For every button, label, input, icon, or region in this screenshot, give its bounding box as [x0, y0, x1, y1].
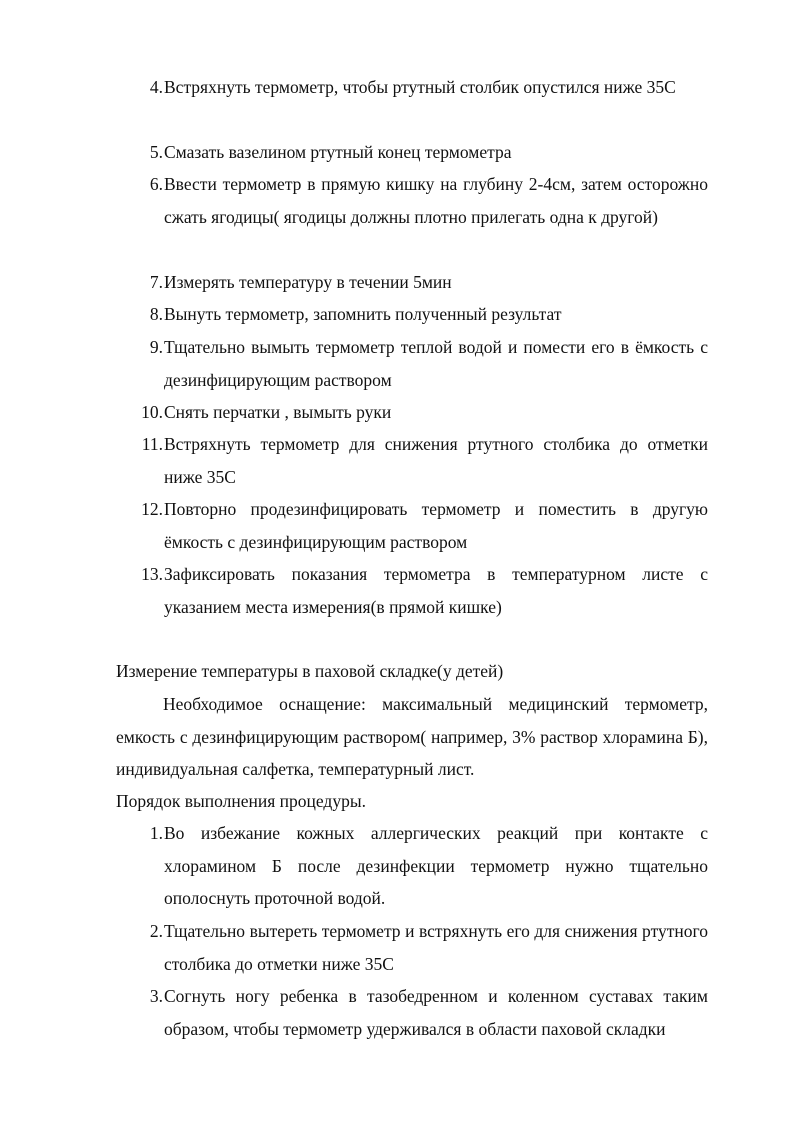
list-item-text: Ввести термометр в прямую кишку на глубину 2-4см, затем осторожно сжать ягодицы( ягодицы должны плотно прилегать одна к другой) — [164, 174, 708, 227]
list-item — [130, 558, 708, 623]
section-heading: Измерение температуры в паховой складке(у детей) — [116, 661, 504, 681]
list-item — [130, 396, 708, 429]
list-item-number: 6. — [149, 174, 163, 194]
list-item-number: 12. — [141, 499, 163, 519]
list-item — [130, 915, 708, 980]
list-item — [130, 71, 708, 104]
list-item-number: 1. — [149, 823, 163, 843]
list-item-number: 7. — [149, 272, 163, 292]
list-item — [130, 493, 708, 558]
list-item-text: Смазать вазелином ртутный конец термометра — [164, 142, 512, 162]
list-item-text: Зафиксировать показания термометра в температурном листе с указанием места измерения(в прямой кишке) — [164, 564, 708, 617]
equipment-paragraph: Необходимое оснащение: максимальный медицинский термометр, емкость с дезинфицирующим раствором( например, 3% раствор хлорамина Б), индивидуальная салфетка, температурный лист. — [116, 694, 708, 779]
list-item-text: Встряхнуть термометр для снижения ртутного столбика до отметки ниже 35С — [164, 434, 708, 487]
list-item — [130, 266, 708, 299]
list-item-text: Во избежание кожных аллергических реакций при контакте с хлорамином Б после дезинфекции термометр нужно тщательно ополоснуть проточной водой. — [164, 823, 708, 908]
list-item-text: Вынуть термометр, запомнить полученный результат — [164, 304, 562, 324]
list-item — [130, 168, 708, 233]
list-item-number: 11. — [141, 434, 163, 454]
list-item — [130, 980, 708, 1045]
procedure-heading: Порядок выполнения процедуры. — [116, 791, 366, 811]
list-item-number: 13. — [141, 564, 163, 584]
list-item-text: Согнуть ногу ребенка в тазобедренном и коленном суставах таким образом, чтобы термометр удерживался в области паховой складки — [164, 986, 708, 1039]
list-item-number: 8. — [149, 304, 163, 324]
list-item — [130, 428, 708, 493]
list-item-text: Тщательно вымыть термометр теплой водой и помести его в ёмкость с дезинфицирующим раствором — [164, 337, 708, 390]
list-item-text: Измерять температуру в течении 5мин — [164, 272, 452, 292]
list-item-number: 5. — [149, 142, 163, 162]
list-item — [130, 331, 708, 396]
list-item-number: 10. — [141, 402, 163, 422]
list-item-text: Тщательно вытереть термометр и встряхнуть его для снижения ртутного столбика до отметки ниже 35С — [164, 921, 708, 974]
list-item — [130, 817, 708, 915]
list-item-text: Встряхнуть термометр, чтобы ртутный столбик опустился ниже 35С — [164, 77, 676, 97]
list-item-number: 2. — [149, 921, 163, 941]
list-item-number: 4. — [149, 77, 163, 97]
list-item-text: Повторно продезинфицировать термометр и поместить в другую ёмкость с дезинфицирующим раствором — [164, 499, 708, 552]
list-item — [130, 136, 708, 169]
list-item — [130, 298, 708, 331]
list-item-number: 9. — [149, 337, 163, 357]
list-item-number: 3. — [149, 986, 163, 1006]
list-item-text: Снять перчатки , вымыть руки — [164, 402, 392, 422]
